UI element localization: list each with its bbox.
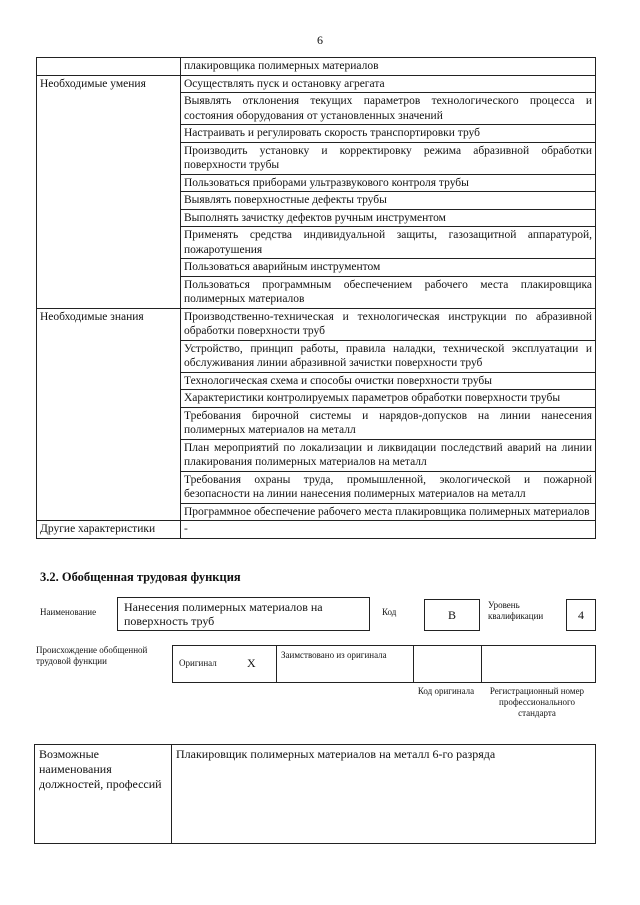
row-item: Пользоваться аварийным инструментом: [181, 259, 596, 277]
row-item: Пользоваться приборами ультразвукового контроля трубы: [181, 174, 596, 192]
row-item: плакировщика полимерных материалов: [181, 58, 596, 76]
code-label: Код: [382, 607, 397, 617]
row-item: Настраивать и регулировать скорость транспортировки труб: [181, 125, 596, 143]
row-label: Другие характеристики: [37, 521, 181, 539]
row-item: Технологическая схема и способы очистки поверхности трубы: [181, 372, 596, 390]
row-item: Требования охраны труда, промышленной, экологической и пожарной безопасности на линии нанесения полимерных материалов на металл: [181, 471, 596, 503]
row-label: Необходимые знания: [37, 308, 181, 521]
row-item: Характеристики контролируемых параметров обработки поверхности трубы: [181, 390, 596, 408]
original-mark: X: [247, 656, 256, 670]
row-item: Осуществлять пуск и остановку агрегата: [181, 75, 596, 93]
row-item: Выявлять отклонения текущих параметров технологического процесса и состояния оборудования от установленных значений: [181, 93, 596, 125]
name-value: Нанесения полимерных материалов на поверхность труб: [117, 597, 370, 631]
level-label: Уровень квалификации: [488, 600, 544, 621]
row-item: -: [181, 521, 596, 539]
reg-number-caption: Регистрационный номер профессионального стандарта: [489, 686, 585, 718]
level-value: 4: [566, 599, 596, 631]
row-item: Пользоваться программным обеспечением рабочего места плакировщика полимерных материалов: [181, 276, 596, 308]
page-number: 6: [317, 33, 323, 47]
origin-table: [172, 645, 596, 683]
row-item: Программное обеспечение рабочего места плакировщика полимерных материалов: [181, 503, 596, 521]
row-item: Применять средства индивидуальной защиты, газозащитной аппаратурой, пожаротушения: [181, 227, 596, 259]
borrowed-label: Заимствовано из оригинала: [281, 650, 387, 660]
row-label: [37, 58, 181, 76]
skills-knowledge-table: [36, 57, 596, 539]
row-item: Выявлять поверхностные дефекты трубы: [181, 192, 596, 210]
table-row: [37, 521, 596, 539]
table-row: [37, 308, 596, 340]
roles-label: Возможные наименования должностей, профессий: [35, 745, 172, 844]
row-item: Выполнять зачистку дефектов ручным инструментом: [181, 209, 596, 227]
row-item: План мероприятий по локализации и ликвидации последствий аварий на линии плакирования полимерных материалов на металл: [181, 439, 596, 471]
row-label: Необходимые умения: [37, 75, 181, 308]
table-row: [37, 58, 596, 76]
code-original-caption: Код оригинала: [417, 686, 475, 696]
original-label: Оригинал: [179, 658, 217, 668]
row-item: Устройство, принцип работы, правила наладки, технической эксплуатации и обслуживания линии абразивной зачистки поверхности труб: [181, 340, 596, 372]
origin-label: Происхождение обобщенной трудовой функции: [36, 645, 148, 666]
roles-table: [34, 744, 596, 844]
section-title: 3.2. Обобщенная трудовая функция: [40, 570, 241, 584]
name-label: Наименование: [40, 607, 97, 617]
row-item: Производить установку и корректировку режима абразивной обработки поверхности трубы: [181, 142, 596, 174]
table-row: [37, 75, 596, 93]
row-item: Производственно-техническая и технологическая инструкции по абразивной обработки поверхности труб: [181, 308, 596, 340]
code-value: В: [424, 599, 480, 631]
roles-value: Плакировщик полимерных материалов на металл 6-го разряда: [172, 745, 596, 844]
row-item: Требования бирочной системы и нарядов-допусков на линии нанесения полимерных материалов на металл: [181, 407, 596, 439]
